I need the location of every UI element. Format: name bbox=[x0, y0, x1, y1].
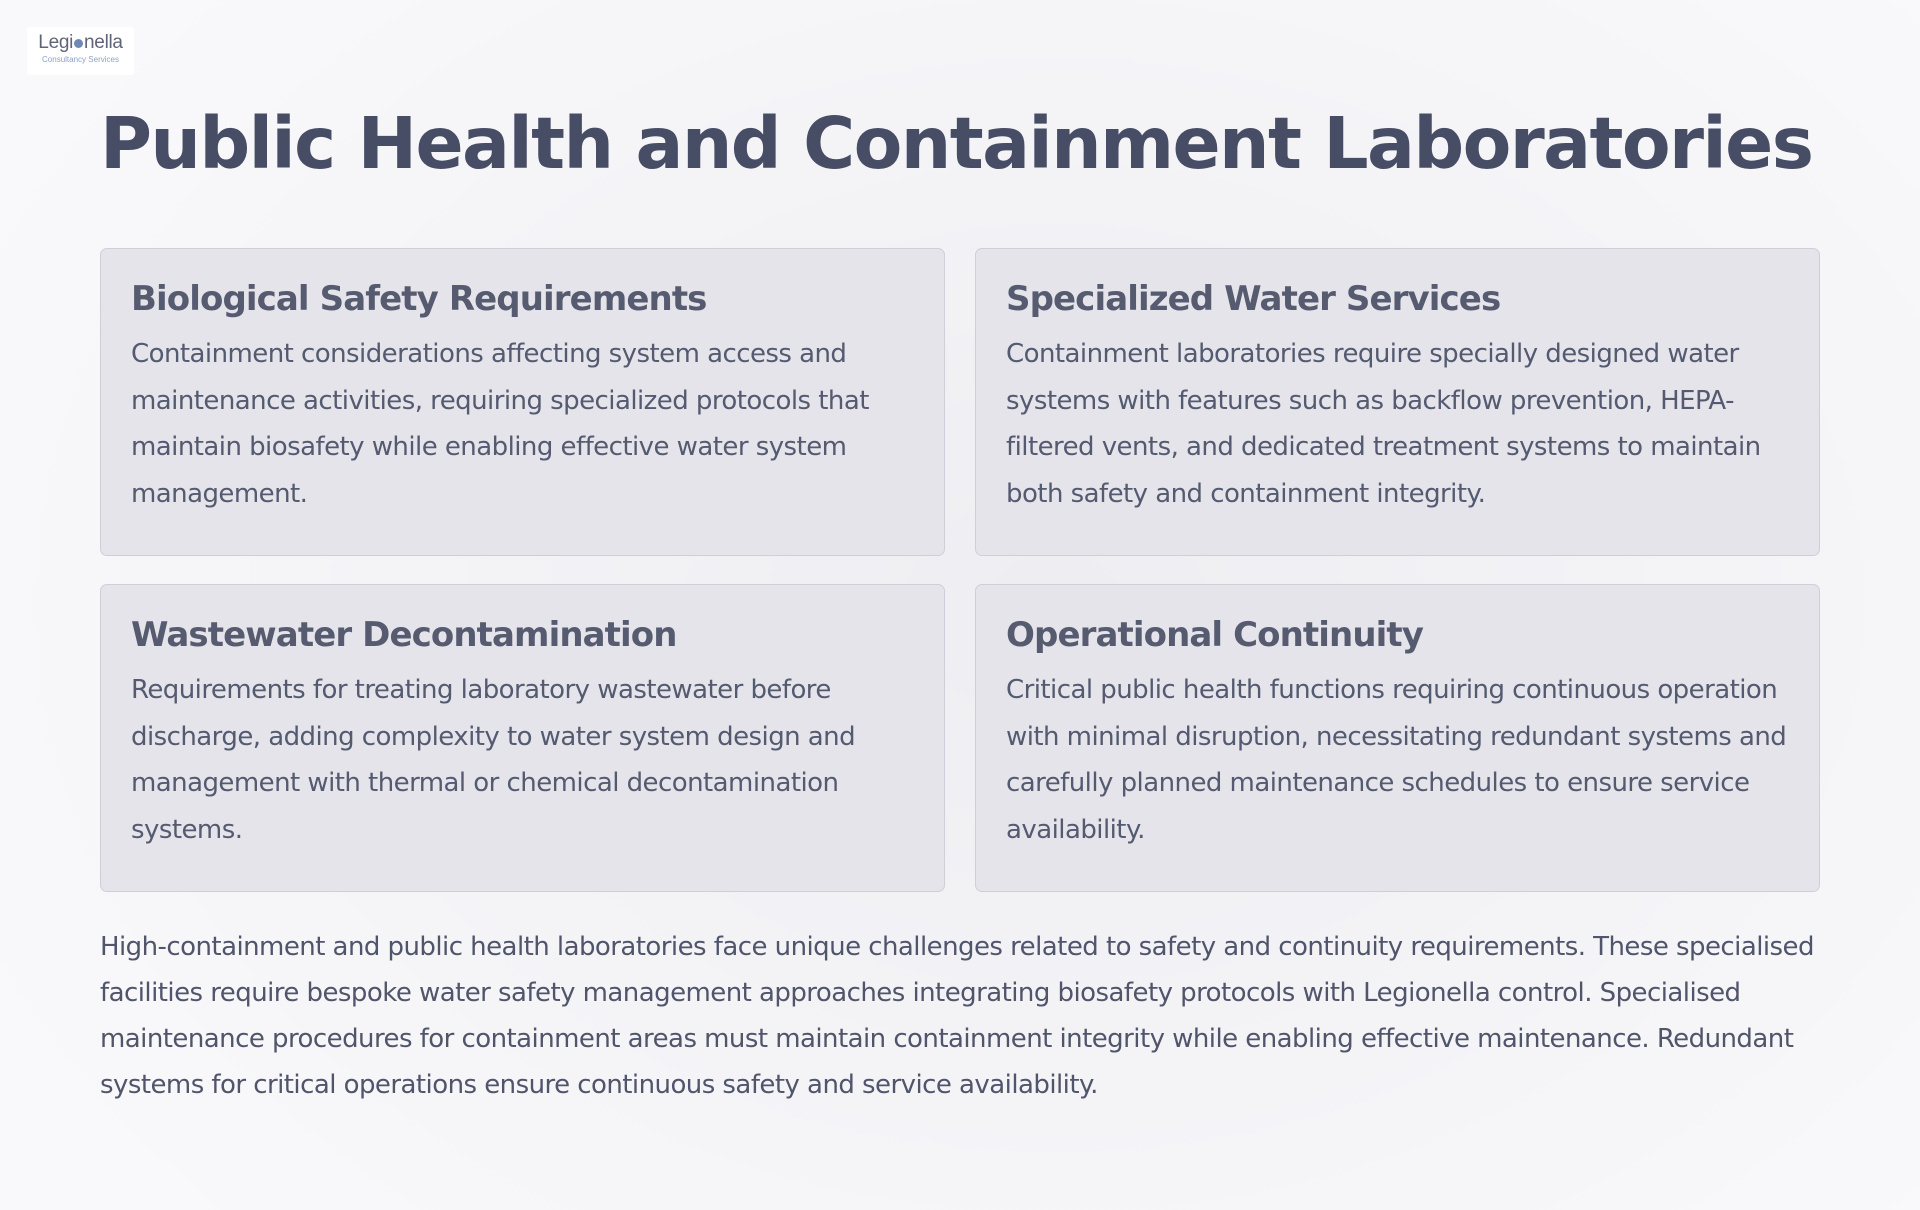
card-operational-continuity bbox=[975, 584, 1820, 892]
card-title: Operational Continuity bbox=[1006, 615, 1424, 655]
logo-dot-icon bbox=[74, 39, 83, 48]
company-logo bbox=[27, 27, 134, 75]
logo-tagline: Consultancy Services bbox=[42, 55, 119, 64]
card-body: Critical public health functions requiring continuous operation with minimal disruption, necessitating redundant systems and carefully planned maintenance schedules to ensure service availability. bbox=[1006, 675, 1787, 845]
info-cards-grid bbox=[100, 248, 1820, 892]
card-body: Containment laboratories require specially designed water systems with features such as backflow prevention, HEPA-filtered vents, and dedicated treatment systems to maintain both safety and containment integrity. bbox=[1006, 339, 1761, 509]
card-title: Specialized Water Services bbox=[1006, 279, 1501, 319]
logo-wordmark bbox=[27, 33, 134, 53]
card-biological-safety bbox=[100, 248, 945, 556]
page-title: Public Health and Containment Laboratories bbox=[100, 102, 1813, 185]
logo-wordmark-end: nella bbox=[84, 32, 123, 53]
card-specialized-water bbox=[975, 248, 1820, 556]
card-title: Biological Safety Requirements bbox=[131, 279, 707, 319]
logo-wordmark-start: Legi bbox=[38, 32, 74, 53]
card-wastewater bbox=[100, 584, 945, 892]
card-body: Containment considerations affecting system access and maintenance activities, requiring specialized protocols that maintain biosafety while enabling effective water system management. bbox=[131, 339, 869, 509]
card-body: Requirements for treating laboratory wastewater before discharge, adding complexity to water system design and management with thermal or chemical decontamination systems. bbox=[131, 675, 856, 845]
summary-paragraph: High-containment and public health laboratories face unique challenges related to safety and continuity requirements. These specialised facilities require bespoke water safety management approaches integrating biosafety protocols with Legionella control. Specialised maintenance procedures for containment areas must maintain containment integrity while enabling effective maintenance. Redundant systems for critical operations ensure continuous safety and service availability. bbox=[100, 932, 1814, 1100]
card-title: Wastewater Decontamination bbox=[131, 615, 677, 655]
